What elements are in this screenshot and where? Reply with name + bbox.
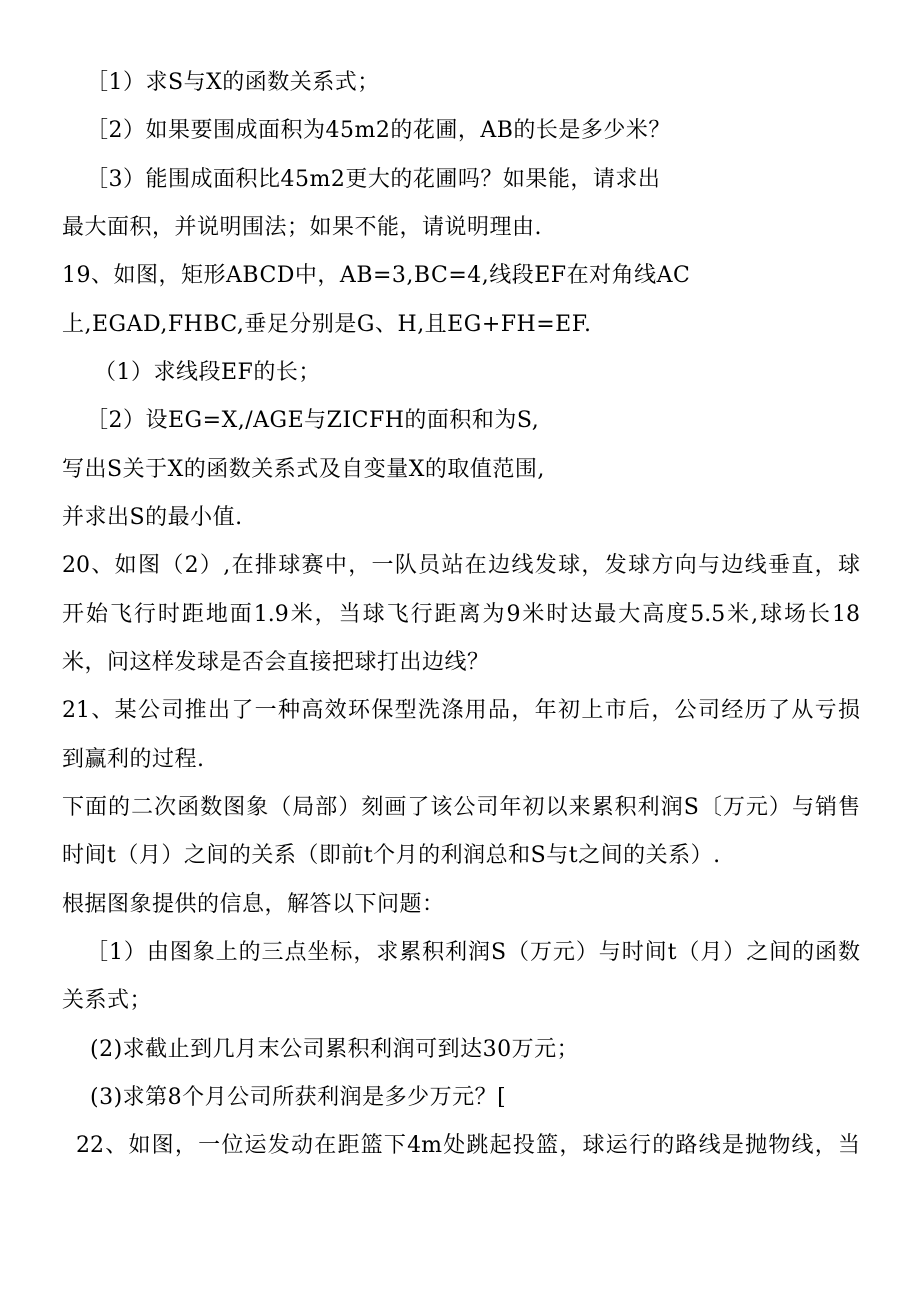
q21-part3: (3)求第8个月公司所获利润是多少万元？[ (90, 1085, 507, 1110)
q19-part2-cont2: 并求出S的最小值. (62, 505, 243, 530)
q18-part3: ［3）能围成面积比45m2更大的花圃吗？如果能，请求出 (86, 167, 661, 192)
q21-line3: 下面的二次函数图象（局部）刻画了该公司年初以来累积利润S〔万元）与销售 (62, 795, 860, 820)
q18-part1: ［1）求S与X的函数关系式； (86, 70, 380, 95)
q21-line4: 时间t（月）之间的关系（即前t个月的利润总和S与t之间的关系）. (62, 843, 721, 868)
q21-line2: 到赢利的过程. (62, 747, 205, 772)
q20-line3: 米，问这样发球是否会直接把球打出边线？ (62, 650, 490, 675)
q20-line2: 开始飞行时距地面1.9米，当球飞行距离为9米时达最大高度5.5米,球场长18 (62, 602, 860, 627)
q21-part2: (2)求截止到几月末公司累积利润可到达30万元； (90, 1037, 580, 1062)
q18-part2: ［2）如果要围成面积为45m2的花圃，AB的长是多少米？ (86, 118, 671, 143)
q22-line1: 22、如图，一位运发动在距篮下4m处跳起投篮，球运行的路线是抛物线，当 (76, 1133, 860, 1158)
q19-title-cont: 上,EGAD,FHBC,垂足分别是G、H,且EG+FH=EF. (62, 312, 592, 337)
q20-line1: 20、如图（2）,在排球赛中，一队员站在边线发球，发球方向与边线垂直，球 (62, 553, 860, 578)
q18-part3-cont: 最大面积，并说明围法；如果不能，请说明理由. (62, 215, 542, 240)
q19-part2-cont1: 写出S关于X的函数关系式及自变量X的取值范围, (62, 457, 545, 482)
q19-title: 19、如图，矩形ABCD中，AB=3,BC=4,线段EF在对角线AC (62, 263, 691, 288)
q21-part1: ［1）由图象上的三点坐标，求累积利润S（万元）与时间t（月）之间的函数 (86, 940, 860, 965)
q21-line1: 21、某公司推出了一种高效环保型洗涤用品，年初上市后，公司经历了从亏损 (62, 698, 860, 723)
q21-part1-cont: 关系式； (62, 988, 153, 1013)
q19-part2: ［2）设EG=X,/AGE与ZICFH的面积和为S, (86, 408, 540, 433)
q21-line5: 根据图象提供的信息，解答以下问题： (62, 892, 445, 917)
q19-part1: （1）求线段EF的长； (94, 360, 321, 385)
